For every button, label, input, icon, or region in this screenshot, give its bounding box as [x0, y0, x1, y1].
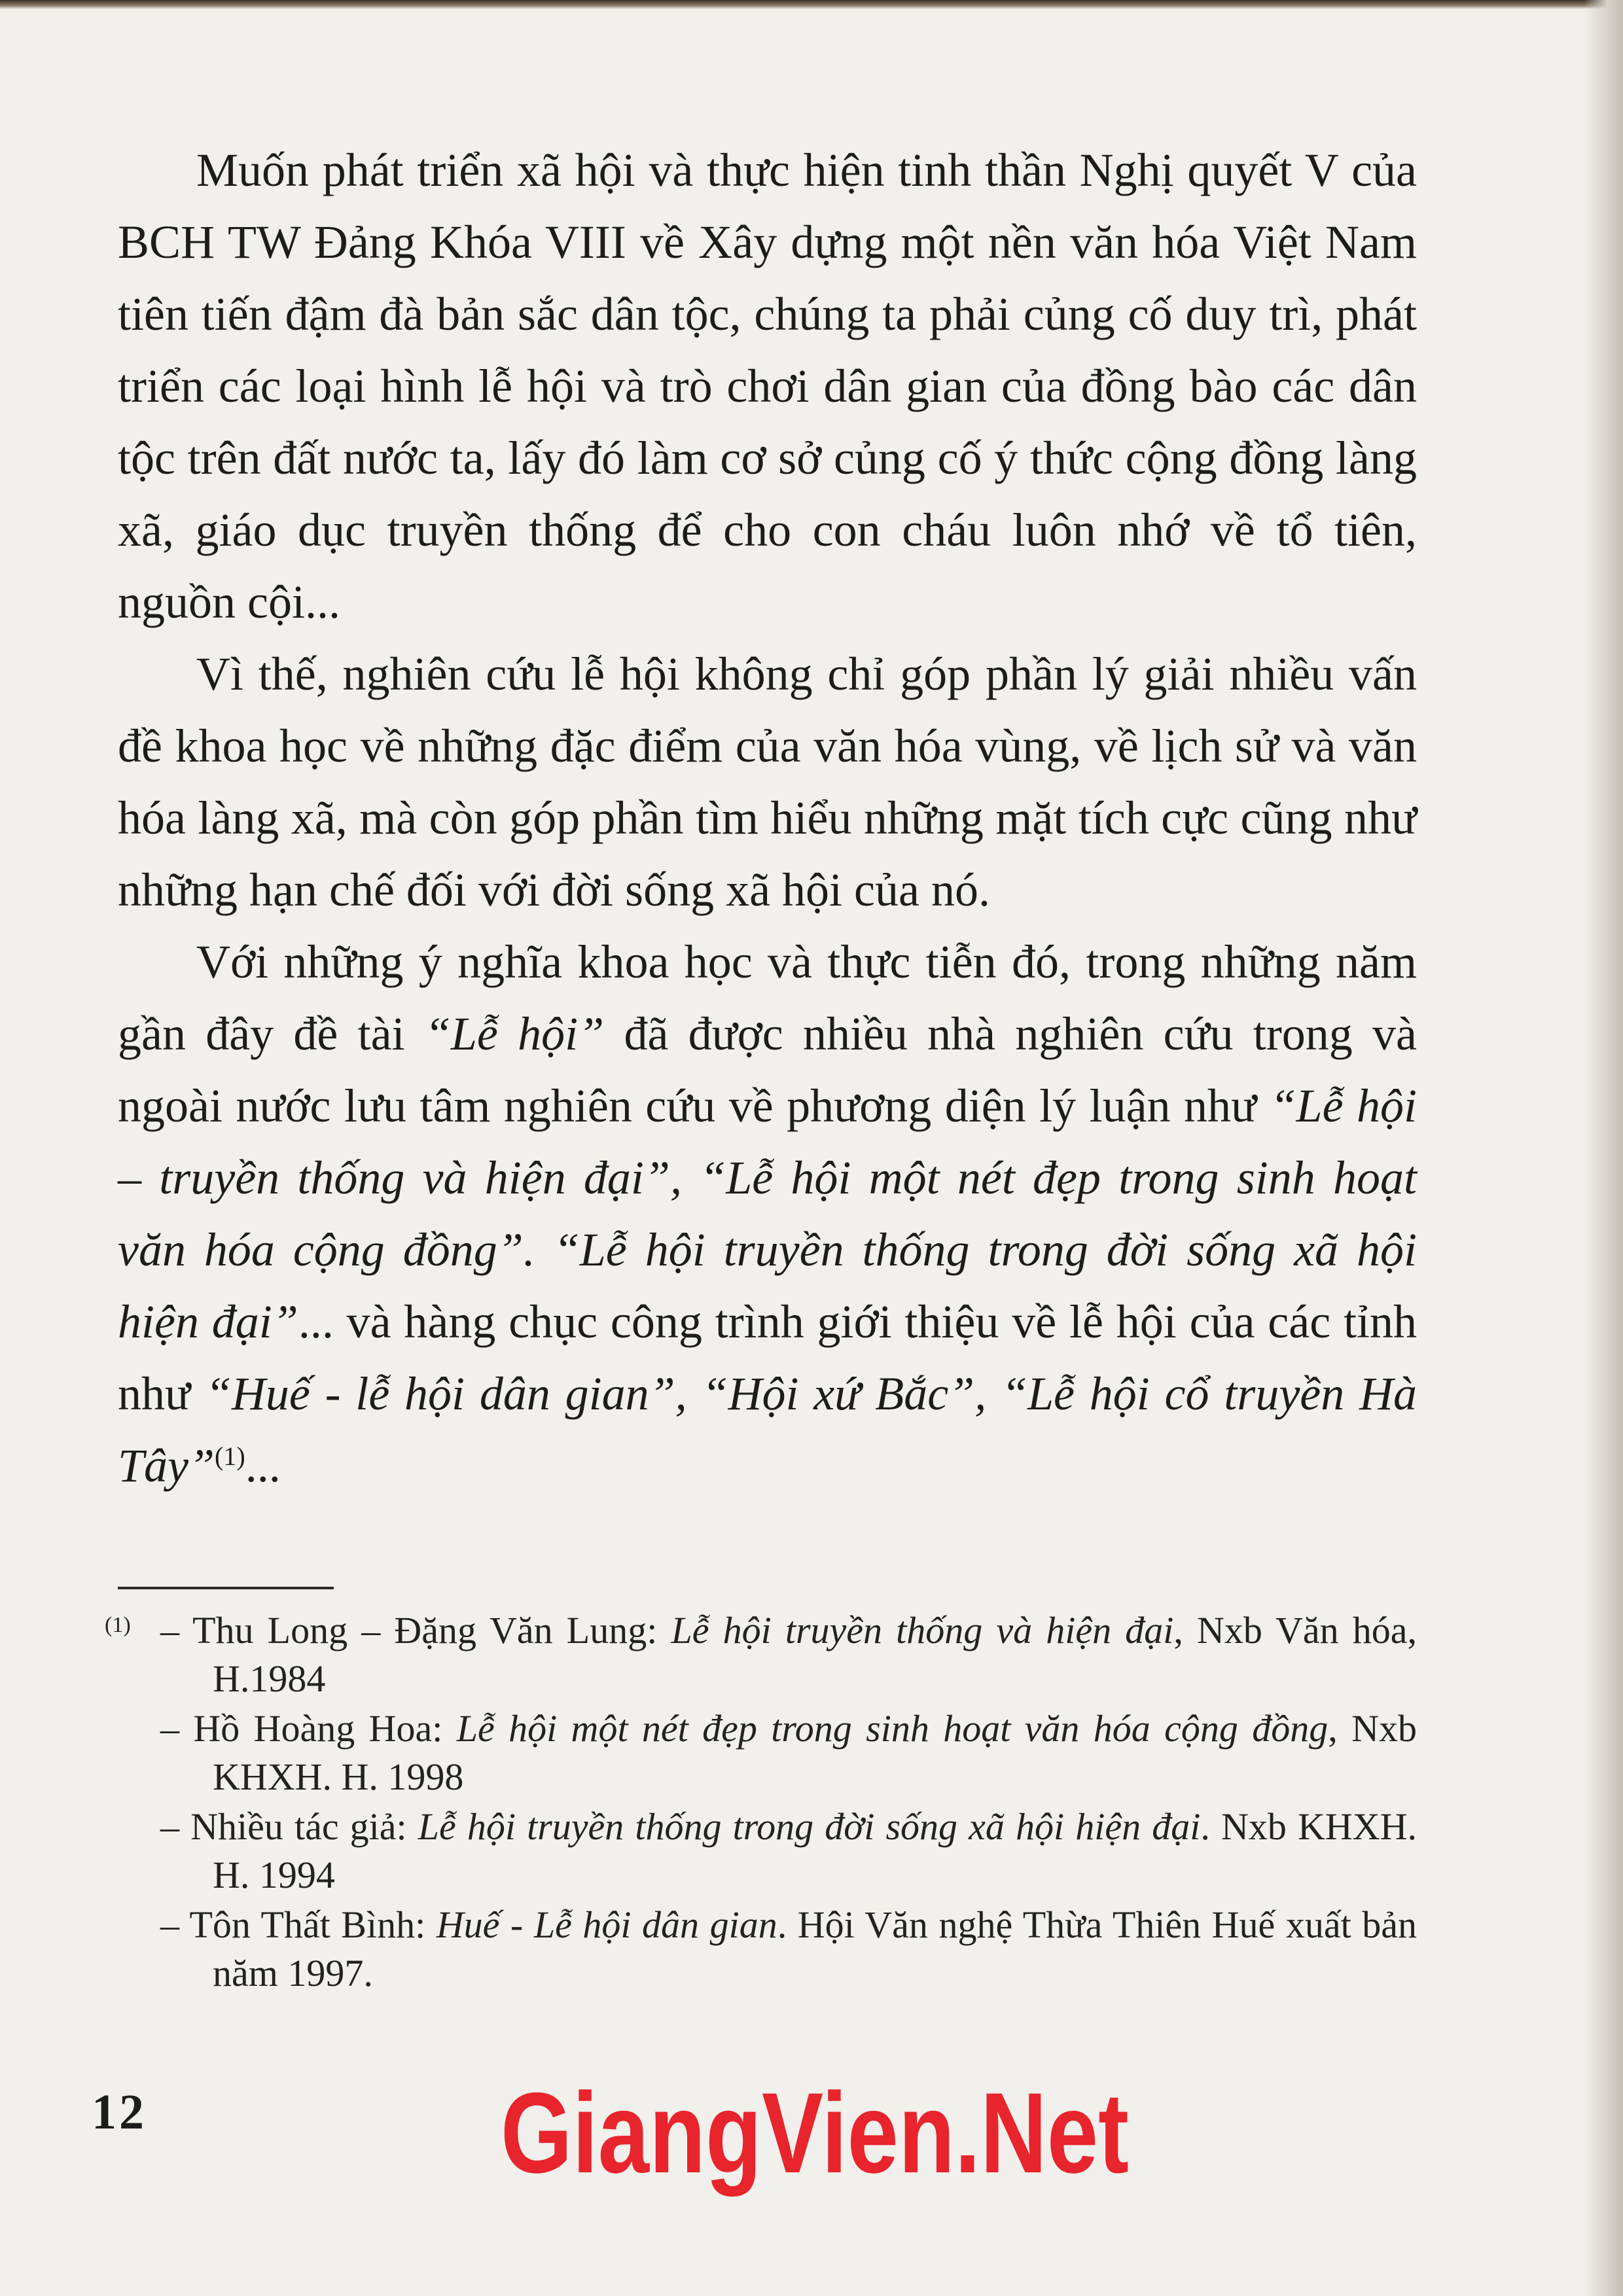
- paragraph-3-italic-3: “Huế - lễ hội dân gian”, “Hội xứ Bắc”, “Lễ hội cổ truyền Hà Tây”: [118, 1368, 1417, 1492]
- footnote-2: [118, 1704, 1417, 1801]
- paragraph-3-text-2: đã được nhiều nhà nghiên cứu trong và ngoài nước lưu tâm nghiên cứu về phương diện lý luận như: [118, 1008, 1417, 1132]
- footnote-reference: (1): [215, 1441, 245, 1471]
- footnote-1: [105, 1606, 1417, 1703]
- footnote-1-author: – Thu Long – Đặng Văn Lung:: [160, 1609, 671, 1651]
- footnote-3-title: Lễ hội truyền thống trong đời sống xã hội hiện đại: [418, 1805, 1201, 1848]
- paragraph-2: Vì thế, nghiên cứu lễ hội không chỉ góp phần lý giải nhiều vấn đề khoa học về những đặc điểm của văn hóa vùng, về lịch sử và văn hóa làng xã, mà còn góp phần tìm hiểu những mặt tích cực cũng như những hạn chế đối với đời sống xã hội của nó.: [118, 648, 1417, 916]
- footnote-2-publisher: , Nxb KHXH. H. 1998: [213, 1707, 1417, 1798]
- footnote-4-author: – Tôn Thất Bình:: [160, 1903, 437, 1946]
- footnote-1-publisher: , Nxb Văn hóa, H.1984: [213, 1609, 1417, 1700]
- body-text: [118, 134, 1417, 1502]
- paragraph-3-text-4: ...: [245, 1439, 281, 1492]
- footnote-4-publisher: . Hội Văn nghệ Thừa Thiên Huế xuất bản năm 1997.: [213, 1903, 1418, 1994]
- paragraph-3-italic-1: “Lễ hội”: [424, 1008, 605, 1060]
- paragraph-3-text-1: Với những ý nghĩa khoa học và thực tiễn đó, trong những năm gần đây đề tài: [118, 936, 1417, 1060]
- footnote-2-author: – Hồ Hoàng Hoa:: [160, 1707, 457, 1750]
- footnote-2-title: Lễ hội một nét đẹp trong sinh hoạt văn hóa cộng đồng: [456, 1707, 1329, 1750]
- watermark-logo: [494, 2070, 1135, 2197]
- paragraph-1: Muốn phát triển xã hội và thực hiện tinh thần Nghị quyết V của BCH TW Đảng Khóa VIII về Xây dựng một nền văn hóa Việt Nam tiên tiến đậm đà bản sắc dân tộc, chúng ta phải củng cố duy trì, phát triển các loại hình lễ hội và trò chơi dân gian của đồng bào các dân tộc trên đất nước ta, lấy đó làm cơ sở củng cố ý thức cộng đồng làng xã, giáo dục truyền thống để cho con cháu luôn nhớ về tổ tiên, nguồn cội...: [118, 144, 1417, 628]
- page-edge-right: [1584, 0, 1623, 2296]
- paragraph-3: [118, 926, 1417, 1502]
- paragraph-3-italic-2: “Lễ hội – truyền thống và hiện đại”, “Lễ hội một nét đẹp trong sinh hoạt văn hóa cộng đồng”. “Lễ hội truyền thống trong đời sống xã hội hiện đại”: [118, 1080, 1418, 1348]
- footnotes: [105, 1606, 1418, 1999]
- page-number: 12: [92, 2085, 147, 2140]
- footnote-3-author: – Nhiều tác giả:: [160, 1805, 418, 1848]
- footnote-1-title: Lễ hội truyền thống và hiện đại: [671, 1609, 1174, 1651]
- footnote-4-title: Huế - Lễ hội dân gian: [436, 1903, 777, 1946]
- watermark-text: GiangVien.Net: [501, 2070, 1129, 2197]
- footnote-divider: [118, 1587, 334, 1589]
- footnote-4: [118, 1901, 1417, 1998]
- footnote-mark: (1): [105, 1613, 131, 1637]
- page-edge-top: [0, 0, 1623, 9]
- watermark-svg: [494, 2070, 1135, 2197]
- footnote-3: [118, 1803, 1417, 1899]
- paragraph-3-text-3: ... và hàng chục công trình giới thiệu về lễ hội của các tỉnh như: [118, 1296, 1417, 1420]
- footnote-3-publisher: . Nxb KHXH. H. 1994: [213, 1805, 1417, 1896]
